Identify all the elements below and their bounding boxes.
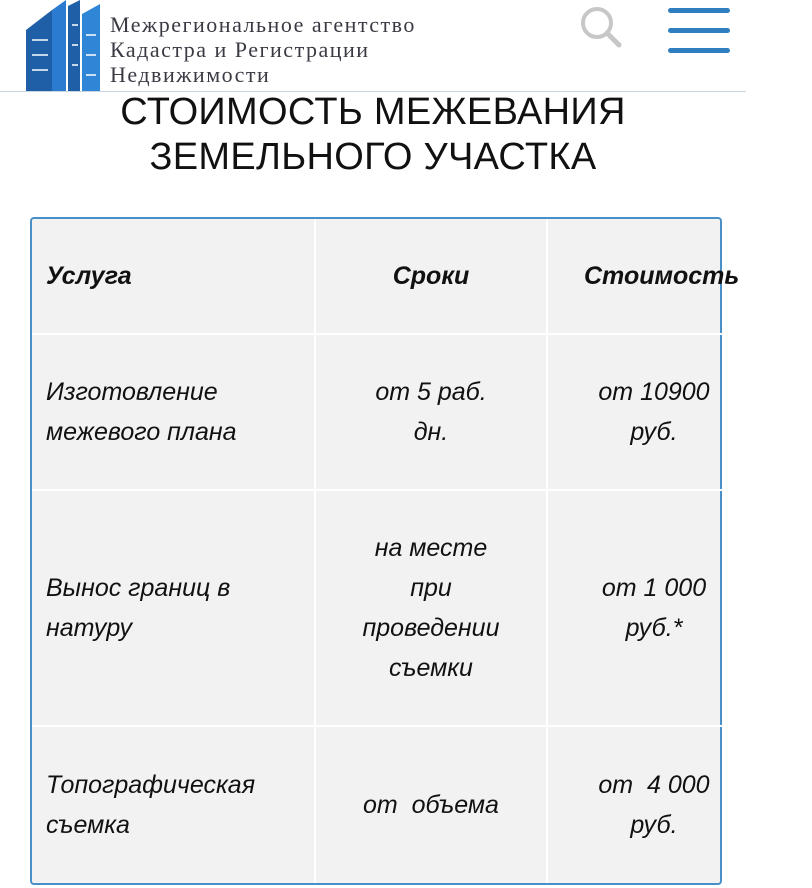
table-row-3-price: от 4 000 руб. (598, 771, 710, 839)
table-row-2-price: от 1 000 руб.* (601, 574, 707, 642)
table-row-divider (32, 333, 812, 335)
table-row-2-service: Вынос границ в натуру (46, 574, 231, 642)
site-logo[interactable] (22, 0, 552, 92)
table-row-1-price: от 10900 руб. (598, 378, 710, 446)
search-button[interactable] (578, 4, 624, 50)
table-row-divider (32, 725, 812, 727)
table-column-divider (546, 219, 548, 883)
page-title-line1: СТОИМОСТЬ МЕЖЕВАНИЯ (120, 91, 626, 133)
page-title-line2: ЗЕМЕЛЬНОГО УЧАСТКА (149, 136, 597, 178)
table-row-2-term: на месте при проведении съемки (362, 534, 500, 682)
site-header (0, 0, 746, 92)
price-table[interactable] (30, 217, 740, 885)
table-row-1-service: Изготовление межевого плана (46, 378, 237, 446)
table-row-3-term: от объема (363, 791, 499, 819)
price-table-scroll[interactable] (32, 219, 812, 883)
table-row-divider (32, 489, 812, 491)
building-logo-icon (22, 0, 104, 92)
table-row-1-term: от 5 раб. дн. (375, 378, 487, 446)
table-header-service: Услуга (46, 262, 132, 290)
logo-text (110, 12, 550, 87)
logo-text-line3: Недвижимости (110, 62, 271, 87)
page-title (0, 90, 746, 180)
table-header-price: Стоимость (584, 262, 740, 290)
menu-button[interactable] (668, 6, 732, 58)
search-icon (578, 4, 624, 50)
table-row-3-service: Топографическая съемка (46, 771, 256, 839)
logo-text-line1: Межрегиональное агентство (110, 12, 416, 37)
table-column-divider (314, 219, 316, 883)
logo-text-line2: Кадастра и Регистрации (110, 37, 370, 62)
table-header-term: Сроки (392, 262, 470, 290)
